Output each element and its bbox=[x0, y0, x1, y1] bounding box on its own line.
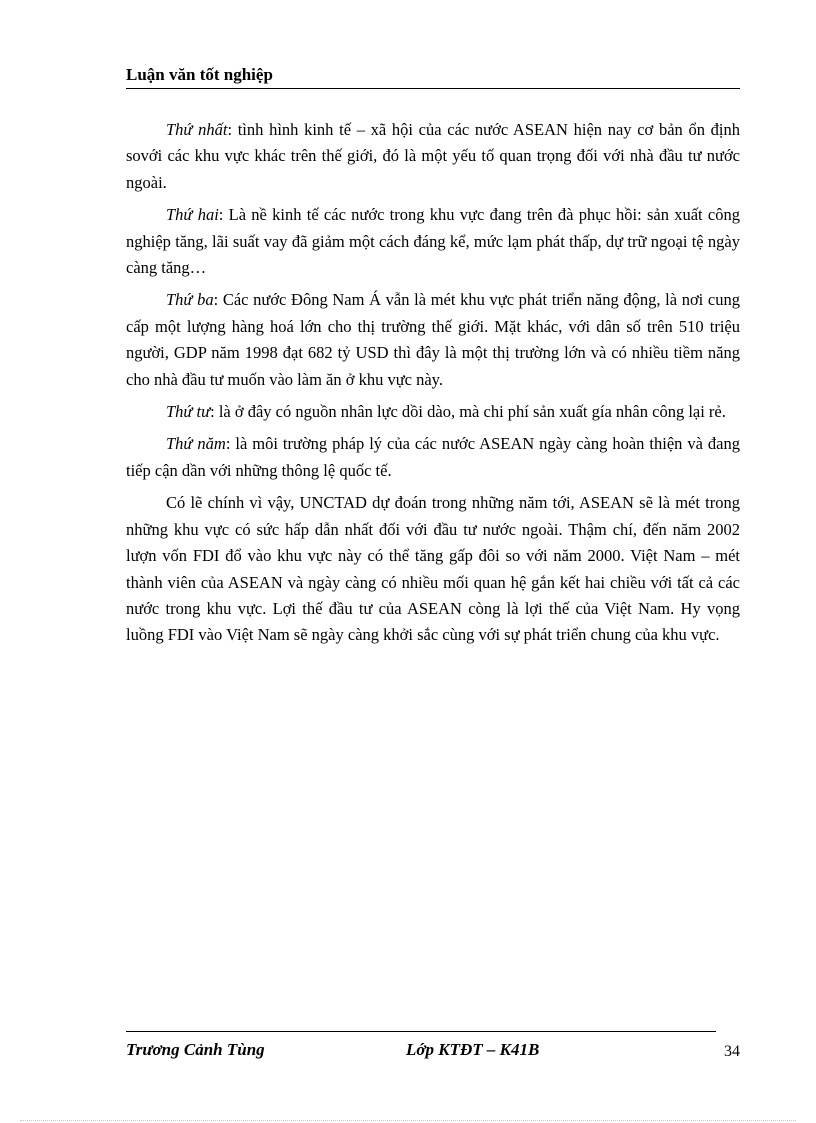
paragraph-text: : Là nề kinh tế các nước trong khu vực đang trên đà phục hồi: sản xuất công nghiệp tăng, lãi suất vay đã giảm một cách đáng kể, mức lạm phát thấp, dự trữ ngoại tệ ngày càng tăng… bbox=[126, 205, 740, 278]
paragraph bbox=[126, 117, 740, 196]
footer-author: Trương Cảnh Tùng bbox=[126, 1040, 265, 1059]
paragraph bbox=[126, 202, 740, 281]
paragraph-text: : Các nước Đông Nam Á vẫn là mét khu vực phát triển năng động, là nơi cung cấp một lượng hàng hoá lớn cho thị trường thế giới. Mặt khác, với dân số trên 510 triệu người, GDP năm 1998 đạt 682 tỷ USD thì đây là một thị trường lớn và có nhiều tiềm năng cho nhà đầu tư muốn vào làm ăn ở khu vực này. bbox=[126, 290, 740, 389]
page-footer bbox=[126, 1039, 740, 1063]
body-text bbox=[126, 117, 740, 655]
paragraph-text: : là môi trường pháp lý của các nước ASEAN ngày càng hoàn thiện và đang tiếp cận dần với những thông lệ quốc tế. bbox=[126, 434, 740, 480]
paragraph-text: Có lẽ chính vì vậy, UNCTAD dự đoán trong những năm tới, ASEAN sẽ là mét trong những khu vực có sức hấp dẫn nhất đối với đầu tư nước ngoài. Thậm chí, đến năm 2002 lượn vốn FDI đổ vào khu vực này có thể tăng gấp đôi so với năm 2000. Việt Nam – mét thành viên của ASEAN và ngày càng có nhiều mối quan hệ gắn kết hai chiều với tất cả các nước trong khu vực. Lợi thế đầu tư của ASEAN còng là lợi thế của Việt Nam. Hy vọng luồng FDI vào Việt Nam sẽ ngày càng khởi sắc cùng với sự phát triển chung của khu vực. bbox=[126, 493, 740, 645]
page-header bbox=[126, 64, 740, 89]
header-title: Luận văn tốt nghiệp bbox=[126, 65, 273, 84]
page-bottom-edge bbox=[20, 1120, 796, 1121]
paragraph bbox=[126, 399, 740, 425]
paragraph bbox=[126, 431, 740, 484]
paragraph-lead: Thứ tư bbox=[166, 402, 211, 422]
paragraph-lead: Thứ nhất bbox=[166, 120, 228, 139]
page-number: 34 bbox=[724, 1043, 740, 1060]
footer-class: Lớp KTĐT – K41B bbox=[406, 1040, 540, 1059]
paragraph bbox=[126, 287, 740, 393]
paragraph-lead: Thứ hai bbox=[166, 205, 219, 225]
paragraph-text: : tình hình kinh tế – xã hội của các nước ASEAN hiện nay cơ bản ổn định sovới các khu vực khác trên thế giới, đó là một yếu tố quan trọng đối với nhà đầu tư nước ngoài. bbox=[126, 120, 740, 192]
footer-divider bbox=[126, 1031, 716, 1032]
paragraph bbox=[126, 490, 740, 648]
paragraph-text: : là ở đây có nguồn nhân lực dồi dào, mà chi phí sản xuất gía nhân công lại rẻ. bbox=[210, 402, 726, 422]
paragraph-lead: Thứ năm bbox=[166, 434, 226, 454]
paragraph-lead: Thứ ba bbox=[166, 290, 214, 310]
